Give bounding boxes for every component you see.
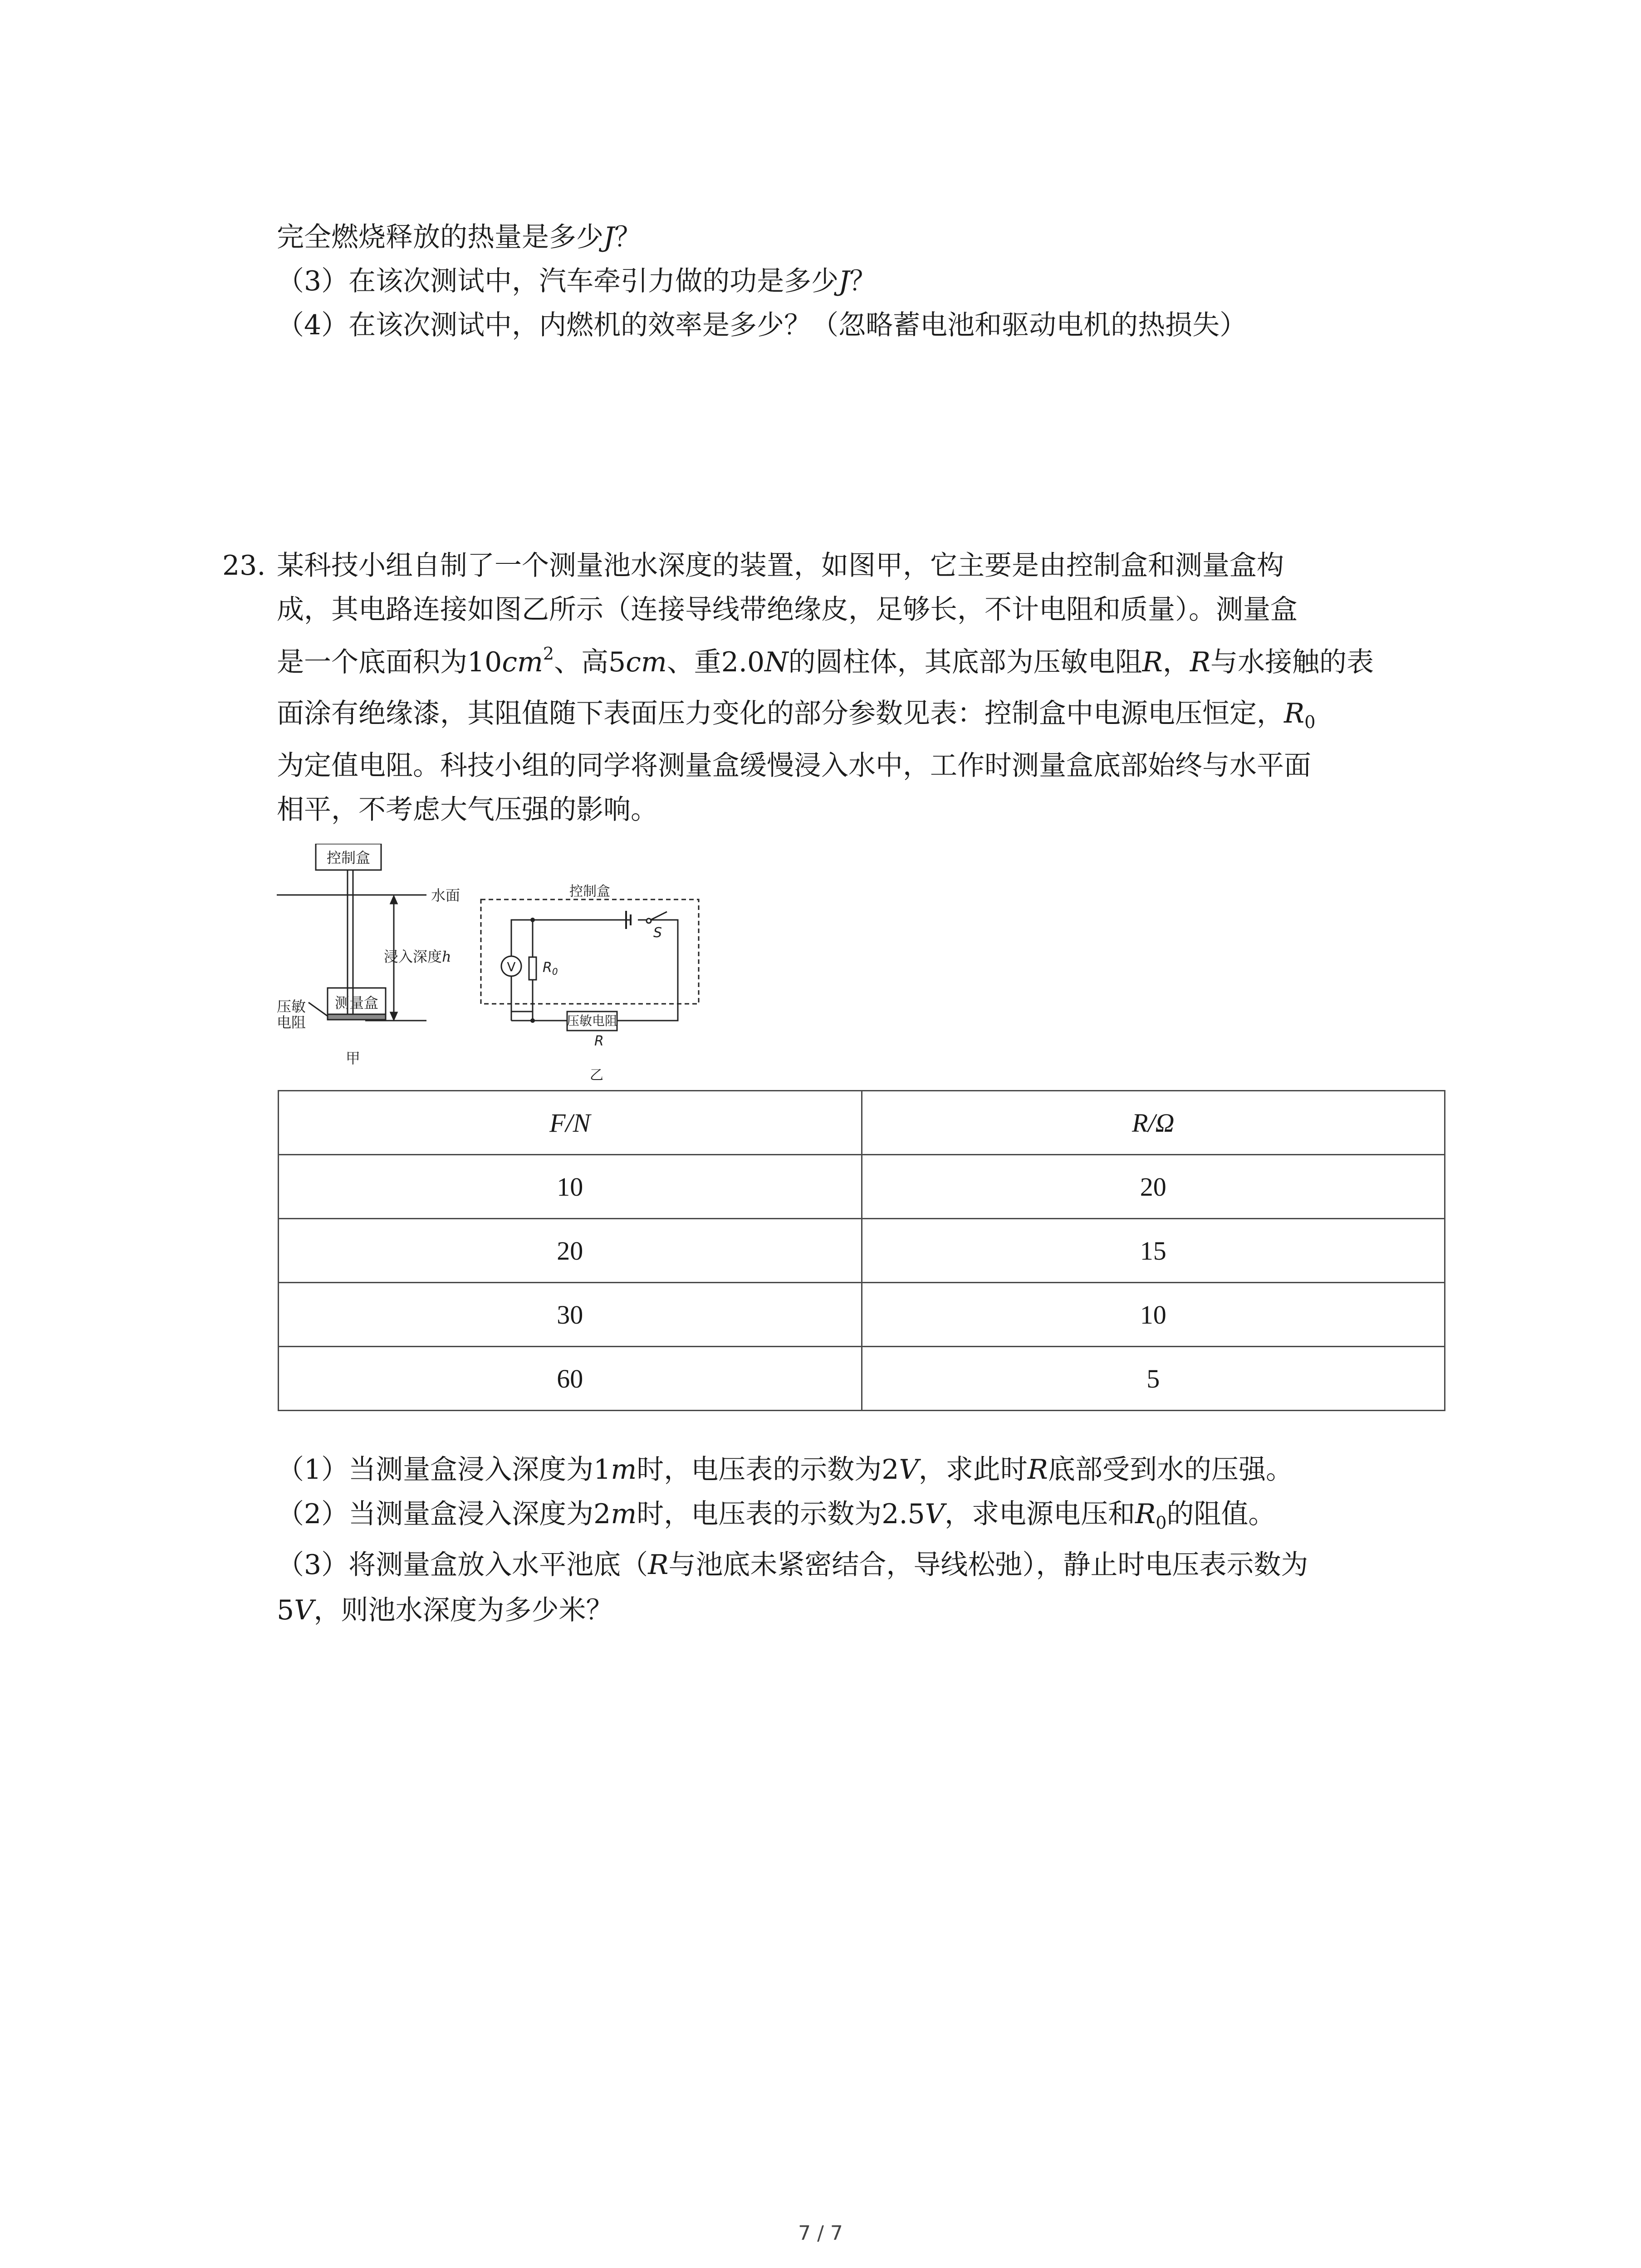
question-23-line-1: 某科技小组自制了一个测量池水深度的装置，如图甲，它主要是由控制盒和测量盒构 xyxy=(277,550,1284,582)
table-row xyxy=(279,1283,1445,1347)
question-23-line-6: 相平，不考虑大气压强的影响。 xyxy=(277,794,658,826)
switch-label: S xyxy=(653,925,662,941)
figure-jia-caption: 甲 xyxy=(346,1050,361,1067)
page-number: 7 / 7 xyxy=(798,2222,843,2245)
control-box-label: 控制盒 xyxy=(326,849,371,866)
table-header-row xyxy=(279,1091,1445,1155)
voltmeter-label: V xyxy=(507,959,516,974)
svg-text:电阻: 电阻 xyxy=(277,1014,306,1031)
sub-question-3: （3）将测量盒放入水平池底（R与池底未紧密结合，导线松弛），静止时电压表示数为 xyxy=(277,1549,1308,1581)
figure-yi-caption: 乙 xyxy=(590,1067,603,1083)
depth-label: 浸入深度h xyxy=(384,948,451,965)
r0-label: $R_0$ xyxy=(543,960,558,977)
table-cell: 20 xyxy=(279,1219,862,1283)
table-cell: 20 xyxy=(862,1155,1445,1219)
water-surface-label: 水面 xyxy=(431,887,460,904)
table-cell: 10 xyxy=(279,1155,862,1219)
table-row xyxy=(279,1219,1445,1283)
header-resistance: R/Ω xyxy=(862,1091,1445,1155)
table-cell: 10 xyxy=(862,1283,1445,1347)
question-number: 23. xyxy=(222,550,266,582)
prev-question-line: 完全燃烧释放的热量是多少J？ xyxy=(277,221,642,253)
table-cell: 30 xyxy=(279,1283,862,1347)
table-cell: 5 xyxy=(862,1347,1445,1411)
table-cell: 60 xyxy=(279,1347,862,1411)
table-row xyxy=(279,1155,1445,1219)
question-23-line-2: 成，其电路连接如图乙所示（连接导线带绝缘皮，足够长，不计电阻和质量）。测量盒 xyxy=(277,594,1298,626)
question-23-line-5: 为定值电阻。科技小组的同学将测量盒缓慢浸入水中，工作时测量盒底部始终与水平面 xyxy=(277,750,1311,782)
question-23-line-3: 是一个底面积为$10cm^2$、高5cm、重2.0N的圆柱体，其底部为压敏电阻R，R与水接触的表 xyxy=(277,644,1374,678)
pressure-resistance-table xyxy=(278,1090,1445,1411)
prev-question-3: （3）在该次测试中，汽车牵引力做的功是多少J？ xyxy=(277,265,877,297)
sensor-box-label: 压敏电阻 xyxy=(566,1013,618,1028)
r0-resistor xyxy=(529,957,536,980)
sensor-label: 压敏 xyxy=(277,998,306,1015)
sensor-symbol: R xyxy=(594,1033,604,1049)
control-box-title: 控制盒 xyxy=(569,884,610,899)
table-cell: 15 xyxy=(862,1219,1445,1283)
prev-question-4: （4）在该次测试中，内燃机的效率是多少？（忽略蓄电池和驱动电机的热损失） xyxy=(277,309,1247,341)
sub-question-2: （2）当测量盒浸入深度为2m时，电压表的示数为2.5V，求电源电压和$R_0$的阻值。 xyxy=(277,1498,1276,1533)
header-force: F/N xyxy=(279,1091,862,1155)
circuit-diagrams xyxy=(277,844,735,1098)
sub-question-3-line-2: 5V，则池水深度为多少米？ xyxy=(277,1594,613,1626)
control-box-dashed xyxy=(481,899,699,1004)
table-row xyxy=(279,1347,1445,1411)
sub-question-1: （1）当测量盒浸入深度为1m时，电压表的示数为2V，求此时R底部受到水的压强。 xyxy=(277,1454,1293,1486)
measure-box-label: 测量盒 xyxy=(334,994,379,1012)
question-23-line-4: 面涂有绝缘漆，其阻值随下表面压力变化的部分参数见表：控制盒中电源电压恒定，$R_0$ xyxy=(277,698,1316,732)
